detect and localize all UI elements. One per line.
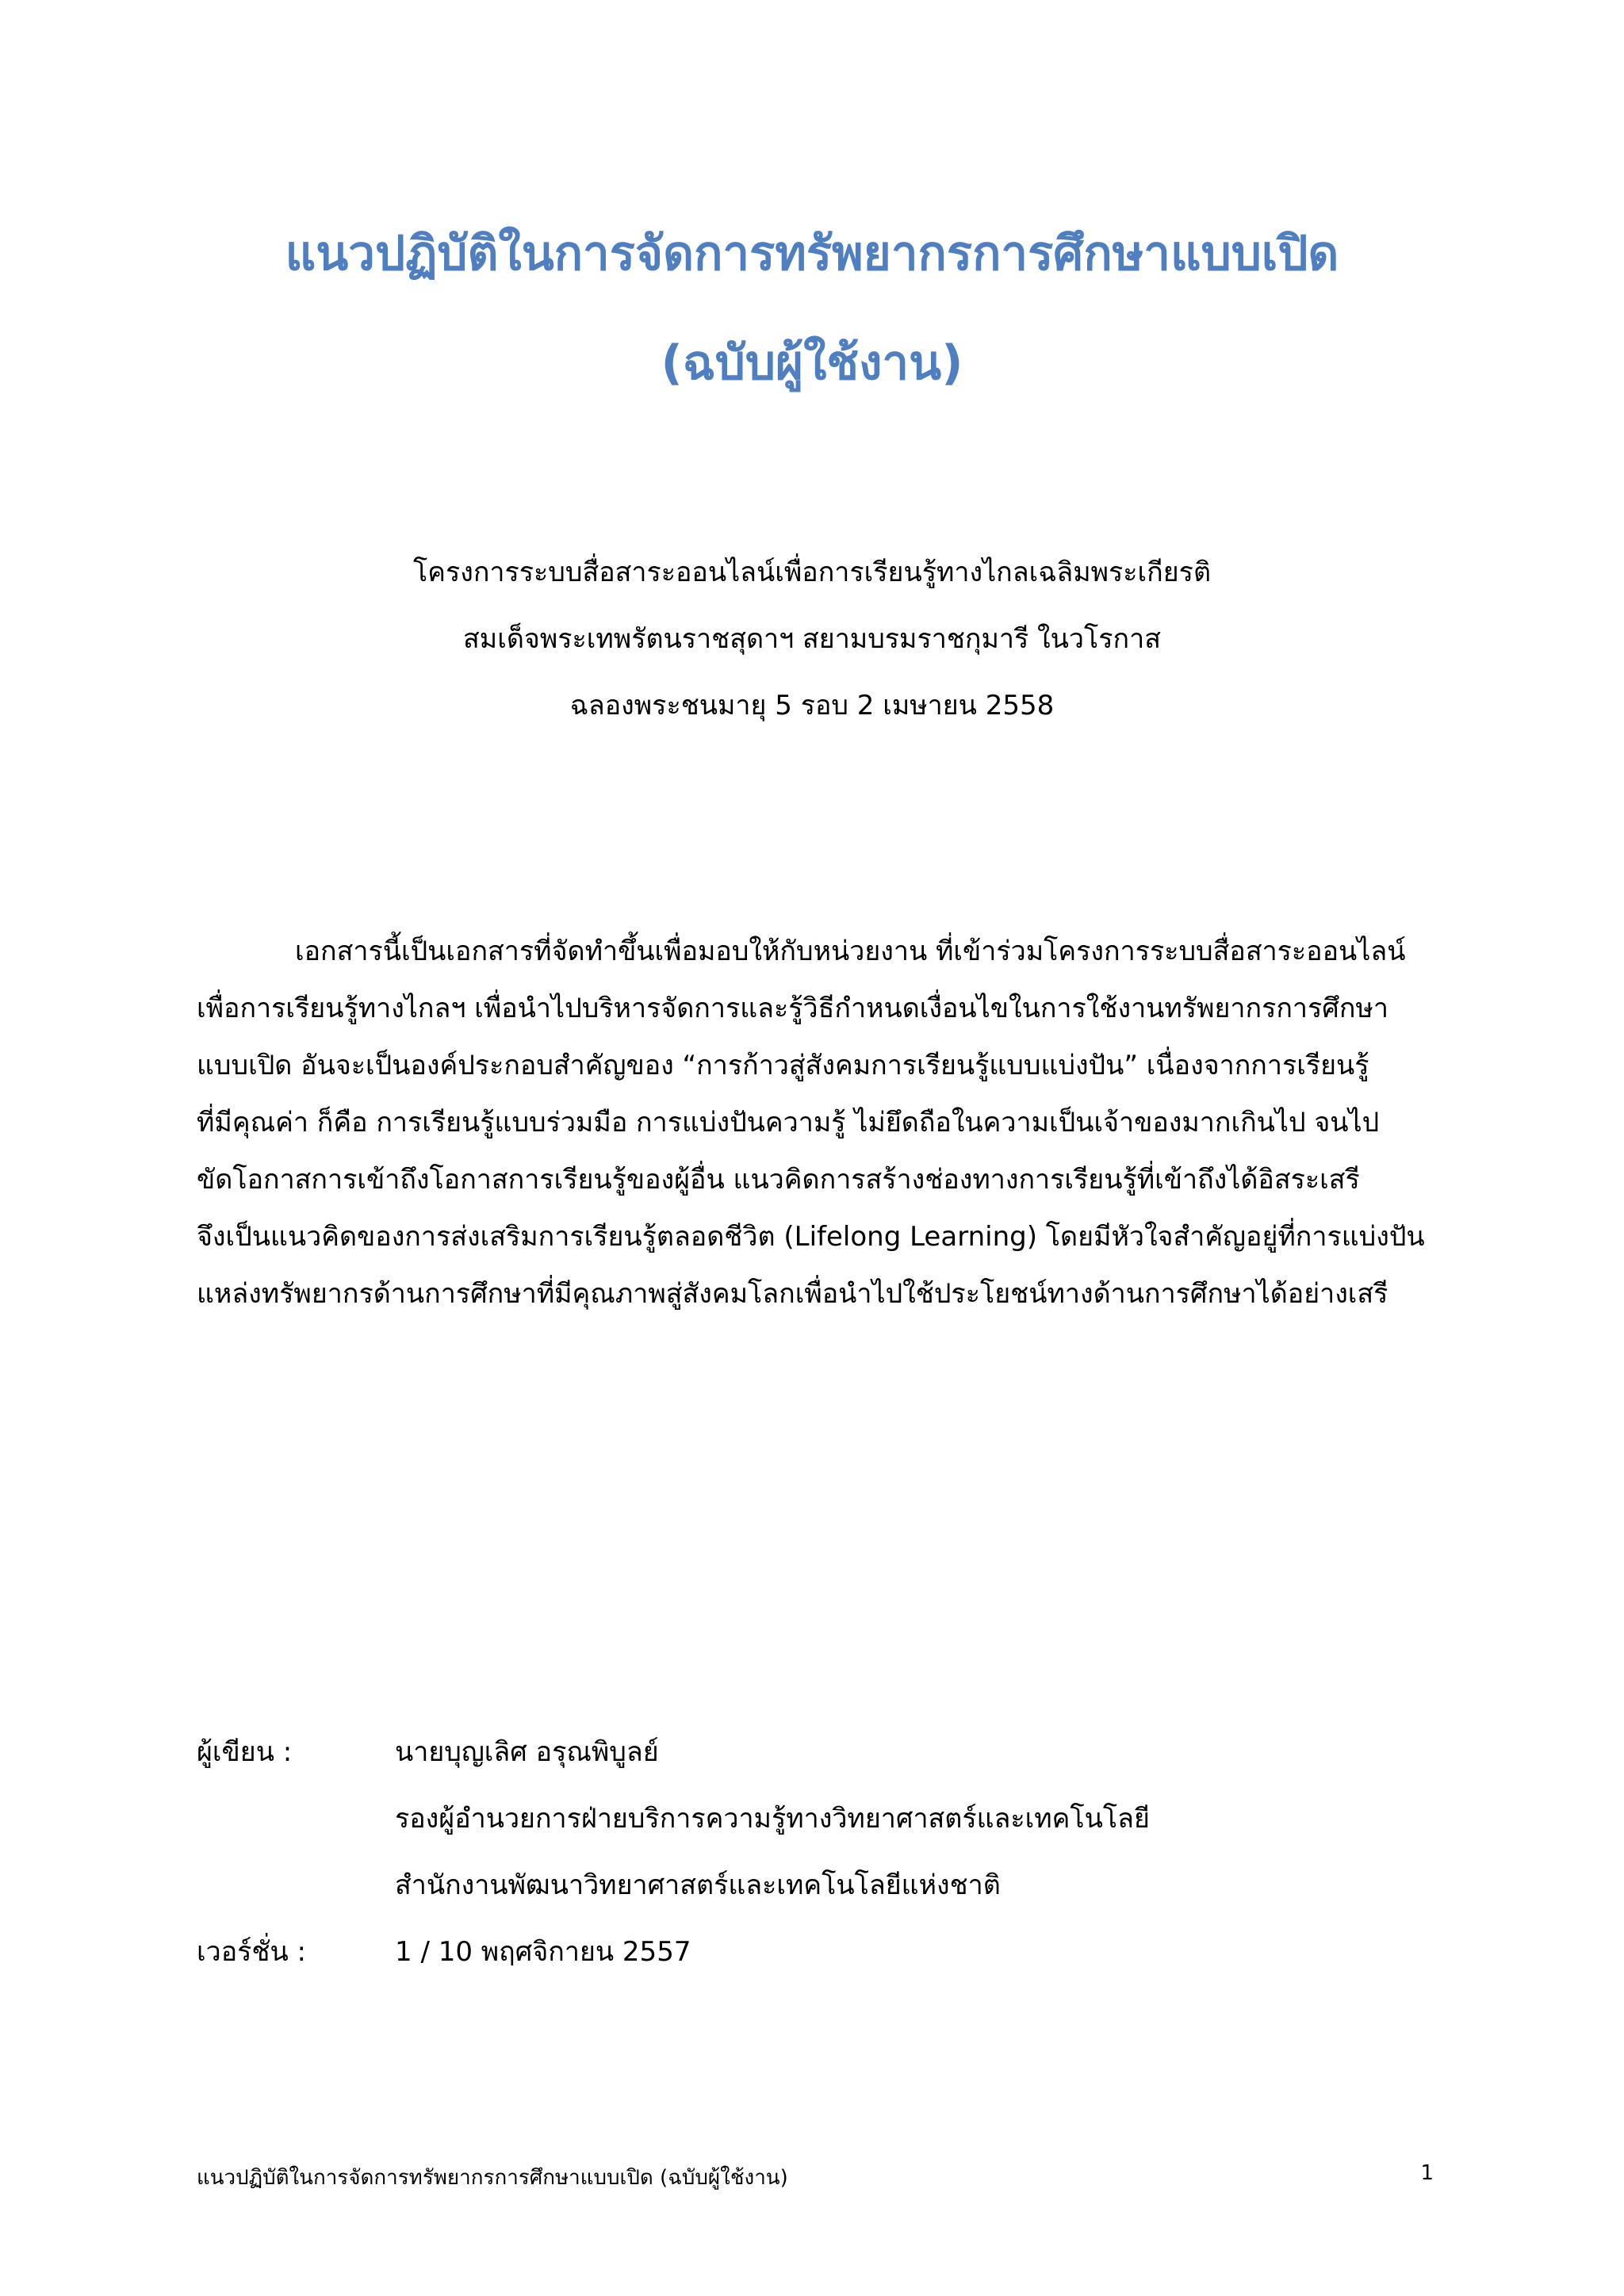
author-row <box>197 1719 1402 1785</box>
intro-line: จึงเป็นแนวคิดของการส่งเสริมการเรียนรู้ตลอดชีวิต (Lifelong Learning) โดยมีหัวใจสำคัญอยู่ที่การแบ่งปัน <box>197 1221 1425 1253</box>
project-line: สมเด็จพระเทพรัตนราชสุดาฯ สยามบรมราชกุมารี ในวโรกาส <box>463 623 1161 655</box>
document-title-line-1: แนวปฏิบัติในการจัดการทรัพยากรการศึกษาแบบเปิด <box>285 226 1339 281</box>
author-org-row <box>197 1852 1402 1919</box>
intro-line: ที่มีคุณค่า ก็คือ การเรียนรู้แบบร่วมมือ การแบ่งปันความรู้ ไม่ยึดถือในความเป็นเจ้าของมากเกินไป จนไป <box>197 1107 1380 1138</box>
intro-line: แหล่งทรัพยากรด้านการศึกษาที่มีคุณภาพสู่สังคมโลกเพื่อนำไปใช้ประโยชน์ทางด้านการศึกษาได้อย่างเสรี <box>197 1278 1388 1310</box>
page-footer <box>197 2161 1434 2194</box>
version-row <box>197 1919 1402 1985</box>
project-line: โครงการระบบสื่อสาระออนไลน์เพื่อการเรียนรู้ทางไกลเฉลิมพระเกียรติ <box>412 557 1212 588</box>
project-name-block <box>0 539 1624 739</box>
document-metadata <box>197 1719 1402 1985</box>
intro-paragraph <box>197 923 1425 1322</box>
footer-text: แนวปฏิบัติในการจัดการทรัพยากรการศึกษาแบบเปิด (ฉบับผู้ใช้งาน) <box>197 2166 788 2190</box>
author-name: นายบุญเลิศ อรุณพิบูลย์ <box>395 1736 659 1768</box>
author-label: ผู้เขียน : <box>197 1736 293 1768</box>
version-label: เวอร์ชั่น : <box>197 1936 306 1968</box>
version-value: 1 / 10 พฤศจิกายน 2557 <box>395 1936 691 1968</box>
author-organization: สำนักงานพัฒนาวิทยาศาสตร์และเทคโนโลยีแห่งชาติ <box>395 1869 1001 1901</box>
page-number: 1 <box>1420 2161 1434 2185</box>
document-title-line-2: (ฉบับผู้ใช้งาน) <box>661 335 963 391</box>
project-line: ฉลองพระชนมายุ 5 รอบ 2 เมษายน 2558 <box>569 690 1055 721</box>
author-position-row <box>197 1785 1402 1852</box>
author-position: รองผู้อำนวยการฝ่ายบริการความรู้ทางวิทยาศาสตร์และเทคโนโลยี <box>395 1803 1150 1835</box>
intro-line: แบบเปิด อันจะเป็นองค์ประกอบสำคัญของ “การก้าวสู่สังคมการเรียนรู้แบบแบ่งปัน” เนื่องจากการเรียนรู้ <box>197 1050 1369 1081</box>
intro-line: ขัดโอกาสการเข้าถึงโอกาสการเรียนรู้ของผู้อื่น แนวคิดการสร้างช่องทางการเรียนรู้ที่เข้าถึงได้อิสระเสรี <box>197 1164 1360 1196</box>
intro-line: เพื่อการเรียนรู้ทางไกลฯ เพื่อนำไปบริหารจัดการและรู้วิธีกำหนดเงื่อนไขในการใช้งานทรัพยากรการศึกษา <box>197 993 1388 1024</box>
intro-line: เอกสารนี้เป็นเอกสารที่จัดทำขึ้นเพื่อมอบให้กับหน่วยงาน ที่เข้าร่วมโครงการระบบสื่อสาระออนไลน์ <box>295 936 1406 967</box>
